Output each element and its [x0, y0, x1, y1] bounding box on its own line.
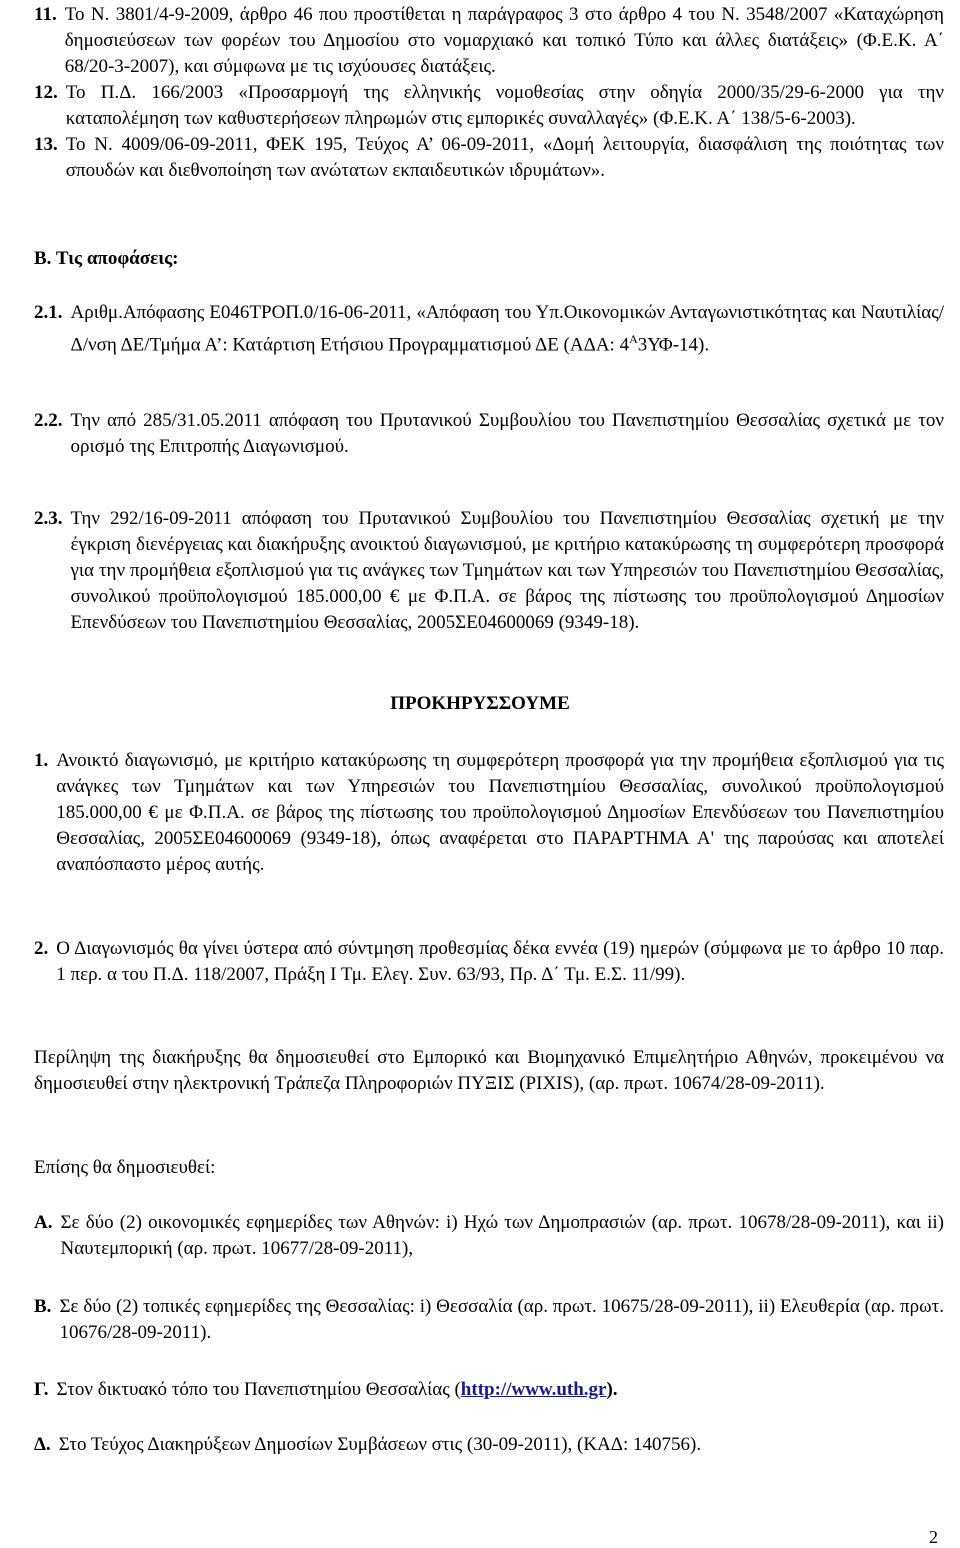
- summary-paragraph: Περίληψη της διακήρυξης θα δημοσιευθεί στο Εμπορικό και Βιομηχανικό Επιμελητήριο Αθηνών, προκειμένου να δημοσιευθεί στην ηλεκτρονική Τράπεζα Πληροφοριών ΠΥΞΙΣ (PIXIS), (αρ. πρωτ. 10674/28-09-2011).: [34, 1047, 944, 1094]
- item-text: Ανοικτό διαγωνισμό, με κριτήριο κατακύρωσης τη συμφερότερη προσφορά για την προμήθεια εξοπλισμού για τις ανάγκες των Τμημάτων και των Υπηρεσιών του Πανεπιστημίου Θεσσαλίας, συνολικού προϋπολογισμού 185.000,00 € με Φ.Π.Α. σε βάρος της πίστωσης του προϋπολογισμού Δημοσίων Επενδύσεων του Πανεπιστημίου Θεσσαλίας, 2005ΣΕ04600069 (9349-18), όπως αναφέρεται στο ΠΑΡΑΡΤΗΜΑ Α' της παρούσας και αποτελεί αναπόσπαστο μέρος αυτής.: [56, 750, 944, 875]
- list-item: [34, 80, 944, 132]
- item-text: [71, 300, 945, 358]
- item-text: Το Ν. 4009/06-09-2011, ΦΕΚ 195, Τεύχος Α’ 06-09-2011, «Δομή λειτουργία, διασφάλιση της ποιότητας των σπουδών και διεθνοποίηση των ανώτατων εκπαιδευτικών ιδρυμάτων».: [65, 134, 944, 181]
- item-number: 1.: [34, 750, 49, 771]
- superscript: Α: [629, 332, 638, 346]
- university-website-link[interactable]: http://www.uth.gr: [460, 1379, 607, 1400]
- item-letter: Δ.: [34, 1434, 51, 1455]
- item-text: Σε δύο (2) οικονομικές εφημερίδες των Αθηνών: i) Ηχώ των Δημοπρασιών (αρ. πρωτ. 10678/28-09-2011), και ii) Ναυτεμπορική (αρ. πρωτ. 10677/28-09-2011),: [60, 1212, 944, 1259]
- publication-item: [34, 1294, 944, 1346]
- publication-item: [34, 1377, 944, 1403]
- publication-item: [34, 1210, 944, 1262]
- proclaim-heading: ΠΡΟΚΗΡΥΣΣΟΥΜΕ: [390, 693, 570, 714]
- text-part: 3ΥΦ-14).: [637, 334, 710, 356]
- item-number: 12.: [34, 82, 58, 103]
- item-number: 2.: [34, 938, 49, 959]
- publication-item: [34, 1432, 944, 1458]
- decision-item: [34, 506, 944, 636]
- decision-item: [34, 300, 944, 358]
- list-item: [34, 132, 944, 184]
- decision-item: [34, 408, 944, 460]
- item-text: Το Π.Δ. 166/2003 «Προσαρμογή της ελληνικής νομοθεσίας στην οδηγία 2000/35/29-6-2000 για την καταπολέμηση των καθυστερήσεων πληρωμών στις εμπορικές συναλλαγές» (Φ.Ε.Κ. Α΄ 138/5-6-2003).: [65, 82, 944, 129]
- item-text: Ο Διαγωνισμός θα γίνει ύστερα από σύντμηση προθεσμίας δέκα εννέα (19) ημερών (σύμφωνα με το άρθρο 10 παρ. 1 περ. α του Π.Δ. 118/2007, Πράξη Ι Τμ. Ελεγ. Συν. 63/93, Πρ. Δ΄ Τμ. Ε.Σ. 11/99).: [56, 938, 944, 985]
- item-text: [57, 1377, 944, 1403]
- decisions-heading: Β. Τις αποφάσεις:: [34, 248, 179, 269]
- laws-list: [34, 2, 944, 184]
- item-letter: Γ.: [34, 1379, 49, 1400]
- item-letter: Α.: [34, 1212, 53, 1233]
- item-number: 2.1.: [34, 302, 63, 323]
- item-text: Την 292/16-09-2011 απόφαση του Πρυτανικού Συμβουλίου του Πανεπιστημίου Θεσσαλίας σχετική με την έγκριση διενέργειας και διακήρυξης ανοικτού διαγωνισμού, με κριτήριο κατακύρωσης τη συμφερότερη προσφορά για την προμήθεια εξοπλισμού για τις ανάγκες των Τμημάτων και των Υπηρεσιών του Πανεπιστημίου Θεσσαλίας, συνολικού προϋπολογισμού 185.000,00 € με Φ.Π.Α. σε βάρος της πίστωσης του προϋπολογισμού Δημοσίων Επενδύσεων του Πανεπιστημίου Θεσσαλίας, 2005ΣΕ04600069 (9349-18).: [70, 508, 944, 633]
- text-part: ).: [606, 1379, 618, 1400]
- list-item: [34, 2, 944, 80]
- item-number: 2.2.: [34, 410, 63, 431]
- point-item: [34, 936, 944, 988]
- text-part: Αριθμ.Απόφασης Ε046ΤΡΟΠ.0/16-06-2011, «Απόφαση του Υπ.Οικονομικών Ανταγωνιστικότητας και Ναυτιλίας/Δ/νση ΔΕ/Τμήμα Α’: Κατάρτιση Ετήσιου Προγραμματισμού ΔΕ (ΑΔΑ: 4: [70, 302, 944, 356]
- item-text: Την από 285/31.05.2011 απόφαση του Πρυτανικού Συμβουλίου του Πανεπιστημίου Θεσσαλίας σχετικά με τον ορισμό της Επιτροπής Διαγωνισμού.: [70, 410, 944, 457]
- item-letter: Β.: [34, 1296, 52, 1317]
- also-published-label: Επίσης θα δημοσιευθεί:: [34, 1157, 216, 1178]
- item-number: 2.3.: [34, 508, 63, 529]
- item-number: 11.: [34, 4, 57, 25]
- item-text: Το Ν. 3801/4-9-2009, άρθρο 46 που προστίθεται η παράγραφος 3 στο άρθρο 4 του Ν. 3548/2007 «Καταχώρηση δημοσιεύσεων των φορέων του Δημοσίου στο νομαρχιακό και τοπικό Τύπο και άλλες διατάξεις» (Φ.Ε.Κ. Α΄ 68/20-3-2007), και σύμφωνα με τις ισχύουσες διατάξεις.: [64, 4, 944, 77]
- text-part: Στον δικτυακό τόπο του Πανεπιστημίου Θεσσαλίας (: [56, 1379, 461, 1400]
- page-number: 2: [929, 1527, 938, 1547]
- item-text: Στο Τεύχος Διακηρύξεων Δημοσίων Συμβάσεων στις (30-09-2011), (ΚΑΔ: 140756).: [58, 1434, 702, 1455]
- item-text: Σε δύο (2) τοπικές εφημερίδες της Θεσσαλίας: i) Θεσσαλία (αρ. πρωτ. 10675/28-09-2011), ii) Ελευθερία (αρ. πρωτ. 10676/28-09-2011).: [59, 1296, 944, 1343]
- item-number: 13.: [34, 134, 58, 155]
- point-item: [34, 748, 944, 878]
